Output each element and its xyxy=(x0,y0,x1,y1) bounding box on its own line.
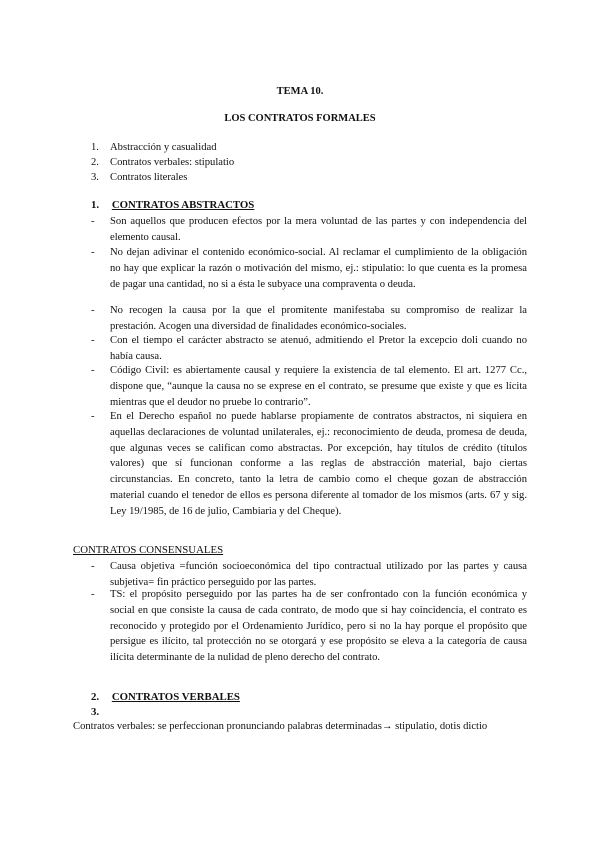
bullet-paragraph: TS: el propósito perseguido por las partes ha de ser confrontado con la función económica y social en que consiste la causa de cada contrato, de modo que si hay coincidencia, el contrato es reconocido y protegido por el Ordenamiento Jurídico, pero si no la hay porque el propósito que persigue es ilícito, tal protección no se otorgará y ese propósito se eleva a la categoría de causa ilícita determinante de la nulidad de pleno derecho del contrato. xyxy=(110,589,527,664)
document-subtitle: LOS CONTRATOS FORMALES xyxy=(224,113,376,124)
bullet-dash: - xyxy=(91,216,95,227)
bullet-paragraph: Son aquellos que producen efectos por la mera voluntad de las partes y con independencia del elemento causal. xyxy=(110,216,527,243)
bullet-dash: - xyxy=(91,411,95,422)
bullet-dash: - xyxy=(91,589,95,600)
section-number: 1. xyxy=(91,199,100,211)
toc-item: Contratos literales xyxy=(110,172,188,183)
closing-paragraph: Contratos verbales: se perfeccionan pronunciando palabras determinadas→ stipulatio, dotis dictio xyxy=(73,721,488,732)
toc-number: 1. xyxy=(91,142,99,153)
bullet-dash: - xyxy=(91,335,95,346)
bullet-paragraph: Causa objetiva =función socioeconómica del tipo contractual utilizado por las partes y causa subjetiva= fin práctico perseguido por las partes. xyxy=(110,561,527,588)
section-heading xyxy=(91,690,240,705)
toc-item: Abstracción y casualidad xyxy=(110,142,217,153)
bullet-paragraph: En el Derecho español no puede hablarse propiamente de contratos abstractos, ni siquiera en aquellas declaraciones de voluntad unilaterales, ej.: reconocimiento de deuda, promesa de deuda, que algunas veces se califican como abstractas. Por excepción, hay títulos de crédito (títulos valores) que sí funcionan conforme a las reglas de abstracción material, bajo ciertas circunstancias. En concreto, tanto la letra de cambio como el cheque gozan de abstracción material cuando el tenedor de ellos es persona diferente al tomador de los mismos (arts. 67 y sig. Ley 19/1985, de 16 de julio, Cambiaria y del Cheque). xyxy=(110,411,527,517)
bullet-dash: - xyxy=(91,561,95,572)
bullet-dash: - xyxy=(91,365,95,376)
section-title: CONTRATOS VERBALES xyxy=(111,691,240,703)
bullet-paragraph: No dejan adivinar el contenido económico-social. Al reclamar el cumplimiento de la obligación no hay que explicar la razón o motivación del mismo, ej.: stipulatio: lo que cuenta es la promesa de pagar una cantidad, no si a ésta le subyace una compraventa o deuda. xyxy=(110,247,527,290)
subsection-title: CONTRATOS CONSENSUALES xyxy=(73,544,224,556)
section-number: 2. xyxy=(91,691,100,703)
bullet-dash: - xyxy=(91,247,95,258)
document-title: TEMA 10. xyxy=(276,86,324,97)
bullet-paragraph: Código Civil: es abiertamente causal y requiere la existencia de tal elemento. El art. 1277 Cc., dispone que, “aunque la causa no se exprese en el contrato, se presume que existe y que es lícita mientras que el deudor no pruebe lo contrario”. xyxy=(110,365,527,408)
toc-number: 2. xyxy=(91,157,99,168)
bullet-paragraph: Con el tiempo el carácter abstracto se atenuó, admitiendo el Pretor la excepcio doli cuando no había causa. xyxy=(110,335,527,362)
bullet-paragraph: No recogen la causa por la que el promitente manifestaba su compromiso de realizar la prestación. Acogen una diversidad de finalidades económico-sociales. xyxy=(110,305,527,332)
section-heading xyxy=(91,198,254,213)
section-number-next: 3. xyxy=(91,706,100,718)
section-title: CONTRATOS ABSTRACTOS xyxy=(111,199,255,211)
toc-item: Contratos verbales: stipulatio xyxy=(110,157,235,168)
bullet-dash: - xyxy=(91,305,95,316)
toc-number: 3. xyxy=(91,172,99,183)
